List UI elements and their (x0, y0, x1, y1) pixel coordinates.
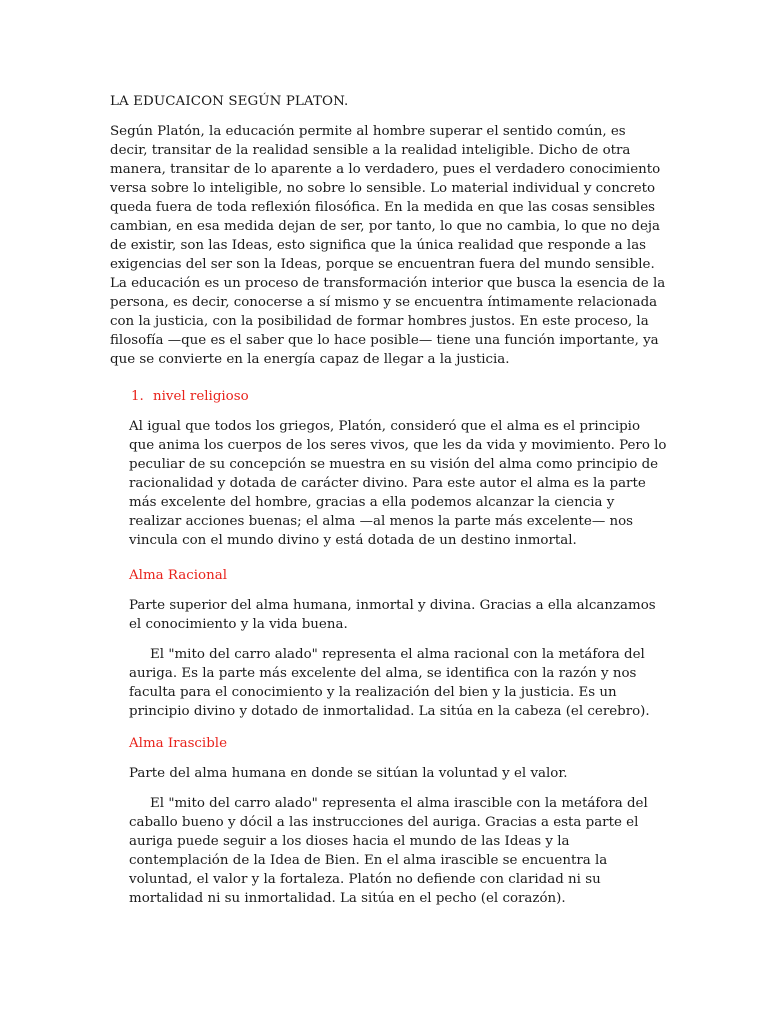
alma-racional-myth-paragraph: El "mito del carro alado" representa el alma racional con la metáfora del auriga. Es la parte más excelente del alma, se identifica con la razón y nos faculta para el conocimiento y la realización del bien y la justicia. Es un principio divino y dotado de inmortalidad. La sitúa en la cabeza (el cerebro). (129, 647, 650, 719)
alma-racional-heading: Alma Racional (129, 568, 227, 583)
alma-irascible-myth-paragraph: El "mito del carro alado" representa el alma irascible con la metáfora del caballo bueno y dócil a las instrucciones del auriga. Gracias a esta parte el auriga puede seguir a los dioses hacia el mundo de las Ideas y la contemplación de la Idea de Bien. En el alma irascible se encuentra la voluntad, el valor y la fortaleza. Platón no defiende con claridad ni su mortalidad ni su inmortalidad. La sitúa en el pecho (el corazón). (129, 796, 648, 906)
section-heading-nivel-religioso (131, 387, 249, 406)
alma-racional-definition: Parte superior del alma humana, inmortal y divina. Gracias a ella alcanzamos el conocimiento y la vida buena. (129, 598, 656, 632)
alma-irascible-heading: Alma Irascible (129, 736, 227, 751)
nivel-religioso-paragraph: Al igual que todos los griegos, Platón, consideró que el alma es el principio que anima los cuerpos de los seres vivos, que les da vida y movimiento. Pero lo peculiar de su concepción se muestra en su visión del alma como principio de racionalidad y dotada de carácter divino. Para este autor el alma es la parte más excelente del hombre, gracias a ella podemos alcanzar la ciencia y realizar acciones buenas; el alma —al menos la parte más excelente— nos vincula con el mundo divino y está dotada de un destino inmortal. (129, 419, 667, 548)
section-heading-text: nivel religioso (153, 389, 249, 404)
alma-irascible-definition: Parte del alma humana en donde se sitúan la voluntad y el valor. (129, 766, 568, 781)
intro-paragraph: Según Platón, la educación permite al hombre superar el sentido común, es decir, transitar de la realidad sensible a la realidad inteligible. Dicho de otra manera, transitar de lo aparente a lo verdadero, pues el verdadero conocimiento versa sobre lo inteligible, no sobre lo sensible. Lo material individual y concreto queda fuera de toda reflexión filosófica. En la medida en que las cosas sensibles cambian, en esa medida dejan de ser, por tanto, lo que no cambia, lo que no deja de existir, son las Ideas, esto significa que la única realidad que responde a las exigencias del ser son la Ideas, porque se encuentran fuera del mundo sensible. La educación es un proceso de transformación interior que busca la esencia de la persona, es decir, conocerse a sí mismo y se encuentra íntimamente relacionada con la justicia, con la posibilidad de formar hombres justos. En este proceso, la filosofía —que es el saber que lo hace posible— tiene una función importante, ya que se convierte en la energía capaz de llegar a la justicia. (110, 124, 666, 367)
document-title: LA EDUCAICON SEGÚN PLATON. (110, 94, 349, 109)
section-number: 1. (131, 389, 144, 404)
